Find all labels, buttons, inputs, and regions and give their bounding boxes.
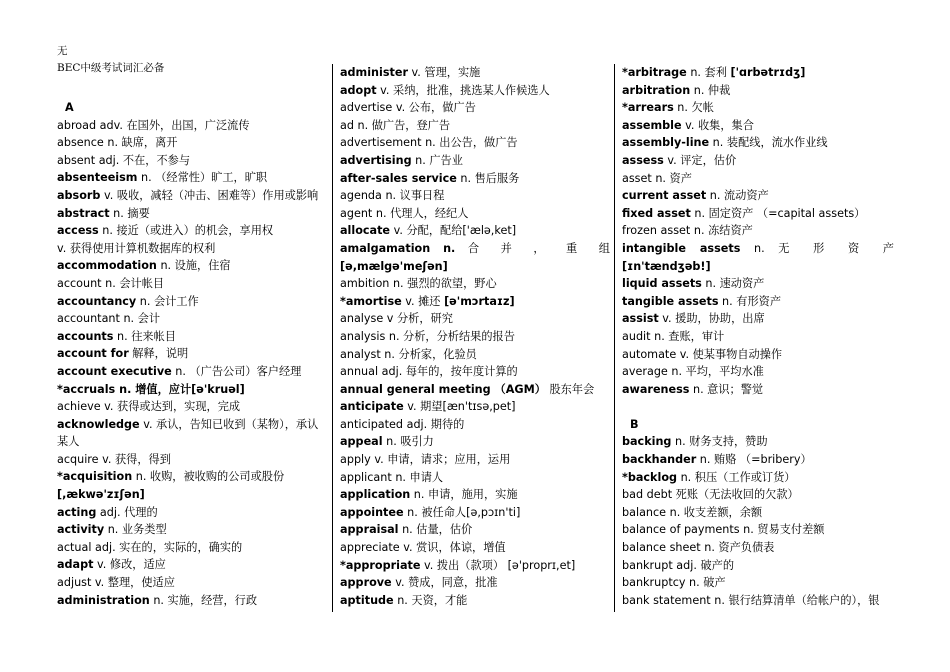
header-title: BEC中级考试词汇必备 bbox=[57, 62, 165, 74]
vocab-entry bbox=[340, 504, 610, 522]
vocab-definition: apply v. 申请，请求；应用，运用 bbox=[340, 453, 511, 467]
vocab-definition: actual adj. 实在的，实际的，确实的 bbox=[57, 540, 243, 554]
vocab-definition: balance of payments n. 贸易支付差额 bbox=[622, 523, 825, 537]
vocab-entry bbox=[57, 451, 329, 469]
vocab-entry bbox=[57, 328, 329, 346]
section-letter-a: A bbox=[65, 101, 74, 114]
vocab-definition: *amortise v. 摊还 [ə'mɔrtaɪz] bbox=[340, 294, 515, 308]
vocab-entry bbox=[340, 117, 610, 135]
vocab-entry bbox=[340, 539, 610, 557]
vocab-definition: annual adj. 每年的，按年度计算的 bbox=[340, 365, 518, 379]
vocab-entry bbox=[622, 170, 894, 188]
vocab-headword: access bbox=[57, 224, 99, 238]
vocab-definition: n. 有形资产 bbox=[718, 294, 782, 308]
vocab-entry bbox=[340, 187, 610, 205]
vocab-definition: n. 贿赂 （=bribery） bbox=[696, 453, 812, 467]
vocab-entry bbox=[622, 99, 894, 117]
vocab-definition: v. 期望[æn'tɪsə,pet] bbox=[403, 400, 516, 414]
vocab-definition: n. 往来帐目 bbox=[113, 329, 176, 343]
vocab-entry bbox=[622, 521, 894, 539]
vocab-headword: acknowledge bbox=[57, 417, 140, 431]
vocab-definition: audit n. 查账，审计 bbox=[622, 329, 725, 343]
vocab-entry bbox=[340, 451, 610, 469]
vocab-entry bbox=[622, 134, 894, 152]
vocab-definition: v. 分配，配给['ælə,ket] bbox=[390, 224, 517, 238]
vocab-entry bbox=[57, 398, 329, 416]
vocab-definition: agenda n. 议事日程 bbox=[340, 189, 445, 203]
vocab-definition: v. 获得使用计算机数据库的权利 bbox=[57, 241, 216, 255]
vocab-definition: n. 设施，住宿 bbox=[156, 259, 231, 273]
vocab-entry bbox=[340, 328, 610, 346]
vocab-entry bbox=[57, 152, 329, 170]
vocab-entry bbox=[340, 592, 610, 610]
vocab-definition: 解释，说明 bbox=[128, 347, 189, 361]
vocab-definition: accountant n. 会计 bbox=[57, 312, 161, 326]
column-divider bbox=[332, 64, 333, 612]
vocab-definition: asset n. 资产 bbox=[622, 171, 692, 185]
vocab-entry bbox=[340, 574, 610, 592]
vocab-definition: n. 装配线，流水作业线 bbox=[709, 136, 828, 150]
vocab-headword: backing bbox=[622, 435, 672, 449]
vocab-definition: acquire v. 获得，得到 bbox=[57, 452, 171, 466]
vocab-definition: anticipated adj. 期待的 bbox=[340, 417, 465, 431]
vocab-definition: n. 固定资产 （=capital assets） bbox=[690, 206, 866, 220]
vocab-definition: n. 接近（或进入）的机会，享用权 bbox=[98, 224, 274, 238]
vocab-definition: n. 流动资产 bbox=[706, 189, 769, 203]
vocab-entry bbox=[340, 134, 610, 152]
vocab-entry bbox=[622, 64, 894, 82]
column-b bbox=[340, 64, 610, 609]
vocab-definition: n. 财务支持，赞助 bbox=[671, 435, 768, 449]
vocab-headword: assembly-line bbox=[622, 136, 710, 150]
vocab-headword: allocate bbox=[340, 224, 391, 238]
vocab-entry bbox=[57, 240, 329, 258]
vocab-definition: n. 被任命人[ə,pɔɪn'ti] bbox=[403, 505, 521, 519]
vocab-definition: average n. 平均，平均水准 bbox=[622, 365, 764, 379]
vocab-definition: v. 采纳，批准，挑选某人作候选人 bbox=[376, 83, 550, 97]
vocab-entry bbox=[622, 504, 894, 522]
vocab-headword: *accruals bbox=[57, 382, 116, 396]
vocab-definition: v. 管理，实施 bbox=[407, 66, 481, 79]
entry-list bbox=[622, 64, 894, 609]
vocab-definition: n. （广告公司）客户经理 bbox=[171, 364, 302, 378]
vocab-entry bbox=[57, 416, 329, 451]
vocab-entry bbox=[57, 310, 329, 328]
vocab-entry bbox=[622, 557, 894, 575]
vocab-headword: administer bbox=[340, 66, 408, 79]
vocab-entry bbox=[622, 346, 894, 364]
vocab-entry bbox=[340, 275, 610, 293]
vocab-entry bbox=[340, 64, 610, 82]
vocab-entry bbox=[622, 469, 894, 487]
vocab-definition: absent adj. 不在，不参与 bbox=[57, 153, 191, 167]
vocab-headword: aptitude bbox=[340, 593, 394, 607]
vocab-headword: arbitration bbox=[622, 83, 691, 97]
vocab-entry bbox=[57, 521, 329, 539]
vocab-entry bbox=[622, 205, 894, 223]
vocab-headword: anticipate bbox=[340, 400, 404, 414]
vocab-definition: n. 广告业 bbox=[411, 153, 463, 167]
vocab-entry bbox=[340, 152, 610, 170]
vocab-entry bbox=[340, 469, 610, 487]
section-letter-b: B bbox=[630, 417, 639, 431]
vocab-headword: liquid assets bbox=[622, 277, 702, 291]
vocab-entry bbox=[57, 381, 329, 399]
vocab-definition: adj. 代理的 bbox=[96, 505, 158, 519]
vocab-entry bbox=[340, 433, 610, 451]
vocab-headword: assist bbox=[622, 312, 659, 326]
vocab-entry bbox=[57, 592, 329, 610]
vocab-definition: applicant n. 申请人 bbox=[340, 470, 444, 484]
vocab-definition: n. 天资，才能 bbox=[393, 593, 468, 607]
vocab-entry bbox=[622, 486, 894, 504]
vocab-definition: n. 估量，估价 bbox=[398, 523, 473, 537]
vocab-definition: n. 增值，应计[ə'kruəl] bbox=[115, 382, 245, 396]
vocab-definition: v. 承认，告知已收到（某物），承认某人 bbox=[57, 417, 319, 449]
vocab-entry bbox=[622, 293, 894, 311]
header-mark: 无 bbox=[57, 45, 68, 57]
vocab-definition: adjust v. 整理，使适应 bbox=[57, 576, 175, 590]
vocab-entry bbox=[622, 117, 894, 135]
vocab-entry bbox=[340, 222, 610, 240]
vocab-entry bbox=[622, 363, 894, 381]
vocab-entry bbox=[622, 451, 894, 469]
vocab-definition: analysis n. 分析，分析结果的报告 bbox=[340, 329, 515, 343]
vocab-definition: account n. 会计帐目 bbox=[57, 276, 165, 290]
vocab-headword: fixed asset bbox=[622, 206, 691, 220]
vocab-definition: n. 积压（工作或订货） bbox=[677, 470, 796, 484]
vocab-definition: balance n. 收支差额，余额 bbox=[622, 505, 763, 519]
vocab-entry bbox=[340, 310, 610, 328]
vocab-definition: balance sheet n. 资产负债表 bbox=[622, 541, 775, 555]
vocab-definition: v. 修改，适应 bbox=[93, 558, 166, 572]
vocab-entry bbox=[340, 82, 610, 100]
vocab-definition: v. 赞成，同意，批准 bbox=[391, 576, 498, 590]
vocab-definition: ad n. 做广告，登广告 bbox=[340, 118, 451, 132]
vocab-definition: bankrupt adj. 破产的 bbox=[622, 558, 735, 572]
vocab-entry bbox=[622, 539, 894, 557]
vocab-headword: [ɪn'tændʒəb!] bbox=[622, 259, 711, 273]
vocab-entry bbox=[57, 205, 329, 223]
vocab-definition: n. 意识；警觉 bbox=[689, 382, 764, 396]
vocab-entry bbox=[57, 222, 329, 240]
vocab-definition: v. 评定，估价 bbox=[663, 153, 737, 167]
vocab-entry bbox=[57, 468, 329, 486]
vocab-definition: n. 售后服务 bbox=[456, 171, 520, 185]
vocab-entry bbox=[622, 82, 894, 100]
vocab-definition: bad debt 死账（无法收回的欠款） bbox=[622, 488, 799, 502]
vocab-definition: v. 援助，协助，出席 bbox=[658, 312, 765, 326]
vocab-headword: annual general meeting （AGM） bbox=[340, 382, 546, 396]
vocab-definition: frozen asset n. 冻结资产 bbox=[622, 224, 753, 238]
vocab-entry bbox=[57, 345, 329, 363]
vocab-headword: current asset bbox=[622, 189, 707, 203]
vocab-entry bbox=[340, 416, 610, 434]
vocab-entry bbox=[622, 222, 894, 240]
vocab-headword: approve bbox=[340, 576, 392, 590]
column-a bbox=[57, 99, 329, 609]
vocab-entry bbox=[57, 504, 329, 522]
vocab-entry bbox=[340, 99, 610, 117]
vocab-headword: tangible assets bbox=[622, 294, 719, 308]
vocab-headword: accommodation bbox=[57, 259, 157, 273]
vocab-definition: abroad adv. 在国外，出国，广泛流传 bbox=[57, 118, 250, 132]
vocab-entry bbox=[57, 556, 329, 574]
vocab-definition: analyse v 分析，研究 bbox=[340, 312, 453, 326]
vocab-entry bbox=[57, 275, 329, 293]
vocab-definition: agent n. 代理人，经纪人 bbox=[340, 206, 469, 220]
vocab-headword: administration bbox=[57, 593, 150, 607]
vocab-entry bbox=[622, 152, 894, 170]
vocab-headword: abstract bbox=[57, 206, 110, 220]
vocab-entry bbox=[340, 363, 610, 381]
vocab-headword: application bbox=[340, 488, 411, 502]
vocab-entry bbox=[57, 539, 329, 557]
vocab-entry bbox=[622, 433, 894, 451]
vocab-entry bbox=[622, 187, 894, 205]
vocab-definition: n. 吸引力 bbox=[382, 435, 434, 449]
vocab-headword: advertising bbox=[340, 153, 412, 167]
vocab-entry bbox=[622, 592, 894, 610]
vocab-entry bbox=[340, 346, 610, 364]
vocab-definition: n. 无 形 资 产 bbox=[740, 241, 894, 255]
vocab-headword: [,ækwə'zɪʃən] bbox=[57, 488, 145, 502]
vocab-definition: n. 仲裁 bbox=[690, 83, 731, 97]
vocab-entry bbox=[340, 170, 610, 188]
vocab-definition: v. 收集，集合 bbox=[681, 118, 754, 132]
vocab-entry bbox=[57, 134, 329, 152]
vocab-headword: adopt bbox=[340, 83, 377, 97]
entry-list bbox=[57, 117, 329, 610]
vocab-definition: 合 并 ， 重 组 bbox=[455, 241, 610, 255]
vocab-definition: 股东年会 bbox=[545, 382, 595, 396]
vocab-headword: assemble bbox=[622, 118, 682, 132]
vocab-entry bbox=[57, 257, 329, 275]
vocab-entry bbox=[622, 398, 894, 416]
vocab-definition: *arbitrage n. 套利 ['ɑrbətrɪdʒ] bbox=[622, 66, 806, 79]
entry-list bbox=[340, 64, 610, 609]
vocab-headword: backhander bbox=[622, 453, 697, 467]
vocab-definition: automate v. 使某事物自动操作 bbox=[622, 347, 783, 361]
vocab-entry bbox=[622, 328, 894, 346]
vocab-entry bbox=[622, 381, 894, 399]
vocab-definition: n. 实施，经营，行政 bbox=[149, 593, 258, 607]
vocab-definition: achieve v. 获得或达到，实现，完成 bbox=[57, 400, 241, 414]
vocab-headword: *backlog bbox=[622, 470, 678, 484]
vocab-headword: *acquisition bbox=[57, 470, 133, 484]
vocab-headword: intangible assets bbox=[622, 241, 741, 255]
vocab-definition: n. 摘要 bbox=[109, 206, 150, 220]
vocab-headword: assess bbox=[622, 153, 664, 167]
vocab-definition: bank statement n. 银行结算清单（给帐户的），银 bbox=[622, 593, 880, 607]
vocab-headword: accounts bbox=[57, 329, 114, 343]
vocab-headword: account for bbox=[57, 347, 129, 361]
vocab-headword: after-sales service bbox=[340, 171, 457, 185]
vocab-entry bbox=[622, 258, 894, 276]
vocab-entry bbox=[340, 240, 610, 258]
vocab-definition: appreciate v. 赏识，体谅，增值 bbox=[340, 541, 506, 555]
column-divider bbox=[614, 64, 615, 612]
vocab-headword: appointee bbox=[340, 505, 404, 519]
vocab-definition: n. 业务类型 bbox=[104, 523, 167, 537]
vocab-definition: n. 申请，施用，实施 bbox=[410, 488, 518, 502]
vocab-definition: bankruptcy n. 破产 bbox=[622, 576, 726, 590]
vocab-headword: acting bbox=[57, 505, 97, 519]
vocab-entry bbox=[340, 486, 610, 504]
vocab-headword: amalgamation n. bbox=[340, 241, 456, 255]
vocab-entry bbox=[57, 117, 329, 135]
vocab-entry bbox=[57, 574, 329, 592]
vocab-entry bbox=[57, 187, 329, 205]
vocab-headword: absorb bbox=[57, 188, 101, 202]
vocab-headword: appeal bbox=[340, 435, 383, 449]
vocab-definition: ambition n. 强烈的欲望，野心 bbox=[340, 277, 497, 291]
vocab-headword: awareness bbox=[622, 382, 690, 396]
vocab-definition: v. 拨出（款项） [ə'proprɪ,et] bbox=[420, 558, 576, 572]
vocab-headword: activity bbox=[57, 523, 105, 537]
vocab-headword: adapt bbox=[57, 558, 94, 572]
vocab-headword: [ə,mælgə'meʃən] bbox=[340, 259, 448, 273]
vocab-headword: accountancy bbox=[57, 294, 137, 308]
page-header bbox=[57, 43, 164, 77]
vocab-headword: *appropriate bbox=[340, 558, 421, 572]
vocab-definition: n. 会计工作 bbox=[136, 294, 199, 308]
vocab-entry bbox=[340, 258, 610, 276]
vocab-definition: advertise v. 公布，做广告 bbox=[340, 101, 476, 115]
vocab-definition: absence n. 缺席，离开 bbox=[57, 136, 178, 150]
vocab-headword: appraisal bbox=[340, 523, 399, 537]
vocab-definition: n. 收购，被收购的公司或股份 bbox=[132, 470, 285, 484]
vocab-headword: account executive bbox=[57, 364, 172, 378]
vocab-definition: *arrears n. 欠帐 bbox=[622, 101, 714, 115]
vocab-entry bbox=[622, 574, 894, 592]
vocab-definition: n. （经常性）旷工，旷职 bbox=[137, 171, 268, 185]
vocab-entry bbox=[340, 205, 610, 223]
vocab-entry bbox=[57, 363, 329, 381]
vocab-entry bbox=[57, 169, 329, 187]
vocab-headword: absenteeism bbox=[57, 171, 138, 185]
vocab-definition: n. 速动资产 bbox=[701, 277, 765, 291]
vocab-entry bbox=[622, 310, 894, 328]
vocab-entry bbox=[340, 381, 610, 399]
vocab-definition: v. 吸收，减轻（冲击、困难等）作用或影响 bbox=[100, 188, 319, 202]
vocab-entry bbox=[340, 521, 610, 539]
vocab-definition: advertisement n. 出公告，做广告 bbox=[340, 136, 518, 150]
vocab-entry bbox=[340, 293, 610, 311]
vocab-entry bbox=[57, 486, 329, 504]
vocab-entry bbox=[57, 293, 329, 311]
vocab-definition: analyst n. 分析家，化验员 bbox=[340, 347, 477, 361]
vocab-entry bbox=[622, 240, 894, 258]
vocab-entry bbox=[340, 398, 610, 416]
vocab-entry bbox=[622, 275, 894, 293]
vocab-entry bbox=[340, 557, 610, 575]
column-c bbox=[622, 64, 894, 609]
